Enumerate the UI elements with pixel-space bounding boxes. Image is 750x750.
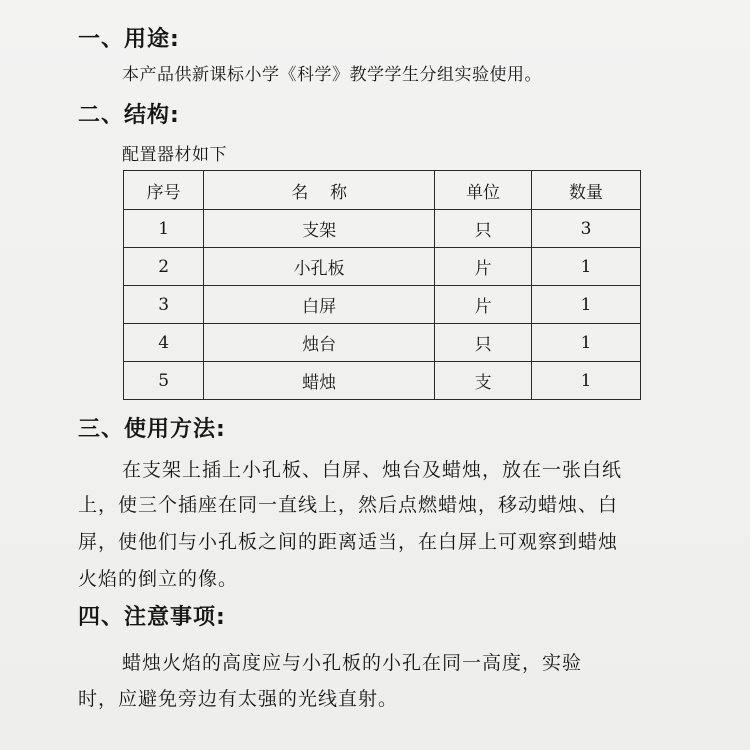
row-unit: 支 [435, 362, 532, 400]
header-unit: 单位 [435, 171, 532, 210]
row-quantity: 1 [532, 362, 641, 400]
table-row [124, 286, 641, 324]
row-name: 支架 [204, 210, 435, 248]
row-quantity: 1 [532, 286, 641, 324]
equipment-table [123, 170, 641, 400]
row-quantity: 3 [532, 210, 641, 248]
row-index: 1 [124, 210, 204, 248]
row-unit: 片 [435, 248, 532, 286]
table-header-row [124, 171, 641, 210]
table-row [124, 210, 641, 248]
row-name: 蜡烛 [204, 362, 435, 400]
row-unit: 只 [435, 210, 532, 248]
header-name: 名 称 [204, 171, 435, 210]
table-row [124, 324, 641, 362]
row-unit: 片 [435, 286, 532, 324]
row-quantity: 1 [532, 248, 641, 286]
section-3-line: 屏，使他们与小孔板之间的距离适当，在白屏上可观察到蜡烛 [78, 531, 619, 553]
section-3-line: 在支架上插上小孔板、白屏、烛台及蜡烛，放在一张白纸 [122, 459, 623, 481]
section-4-line: 蜡烛火焰的高度应与小孔板的小孔在同一高度，实验 [122, 652, 583, 674]
row-name: 白屏 [204, 286, 435, 324]
row-index: 3 [124, 286, 204, 324]
section-2-intro: 配置器材如下 [122, 145, 227, 165]
row-index: 4 [124, 324, 204, 362]
row-name: 烛台 [204, 324, 435, 362]
header-quantity: 数量 [532, 171, 641, 210]
header-index: 序号 [124, 171, 204, 210]
section-3-line: 火焰的倒立的像。 [78, 568, 239, 590]
row-quantity: 1 [532, 324, 641, 362]
section-4-heading: 四、注意事项: [78, 605, 226, 630]
table-row [124, 362, 641, 400]
section-2-heading: 二、结构: [78, 103, 180, 128]
row-name: 小孔板 [204, 248, 435, 286]
section-1-heading: 一、用途: [78, 27, 180, 52]
section-3-heading: 三、使用方法: [78, 417, 226, 442]
table-row [124, 248, 641, 286]
section-1-text: 本产品供新课标小学《科学》教学学生分组实验使用。 [122, 65, 542, 85]
section-3-line: 上，使三个插座在同一直线上，然后点燃蜡烛，移动蜡烛、白 [78, 494, 619, 516]
row-index: 2 [124, 248, 204, 286]
row-unit: 只 [435, 324, 532, 362]
section-4-line: 时，应避免旁边有太强的光线直射。 [78, 688, 399, 710]
row-index: 5 [124, 362, 204, 400]
